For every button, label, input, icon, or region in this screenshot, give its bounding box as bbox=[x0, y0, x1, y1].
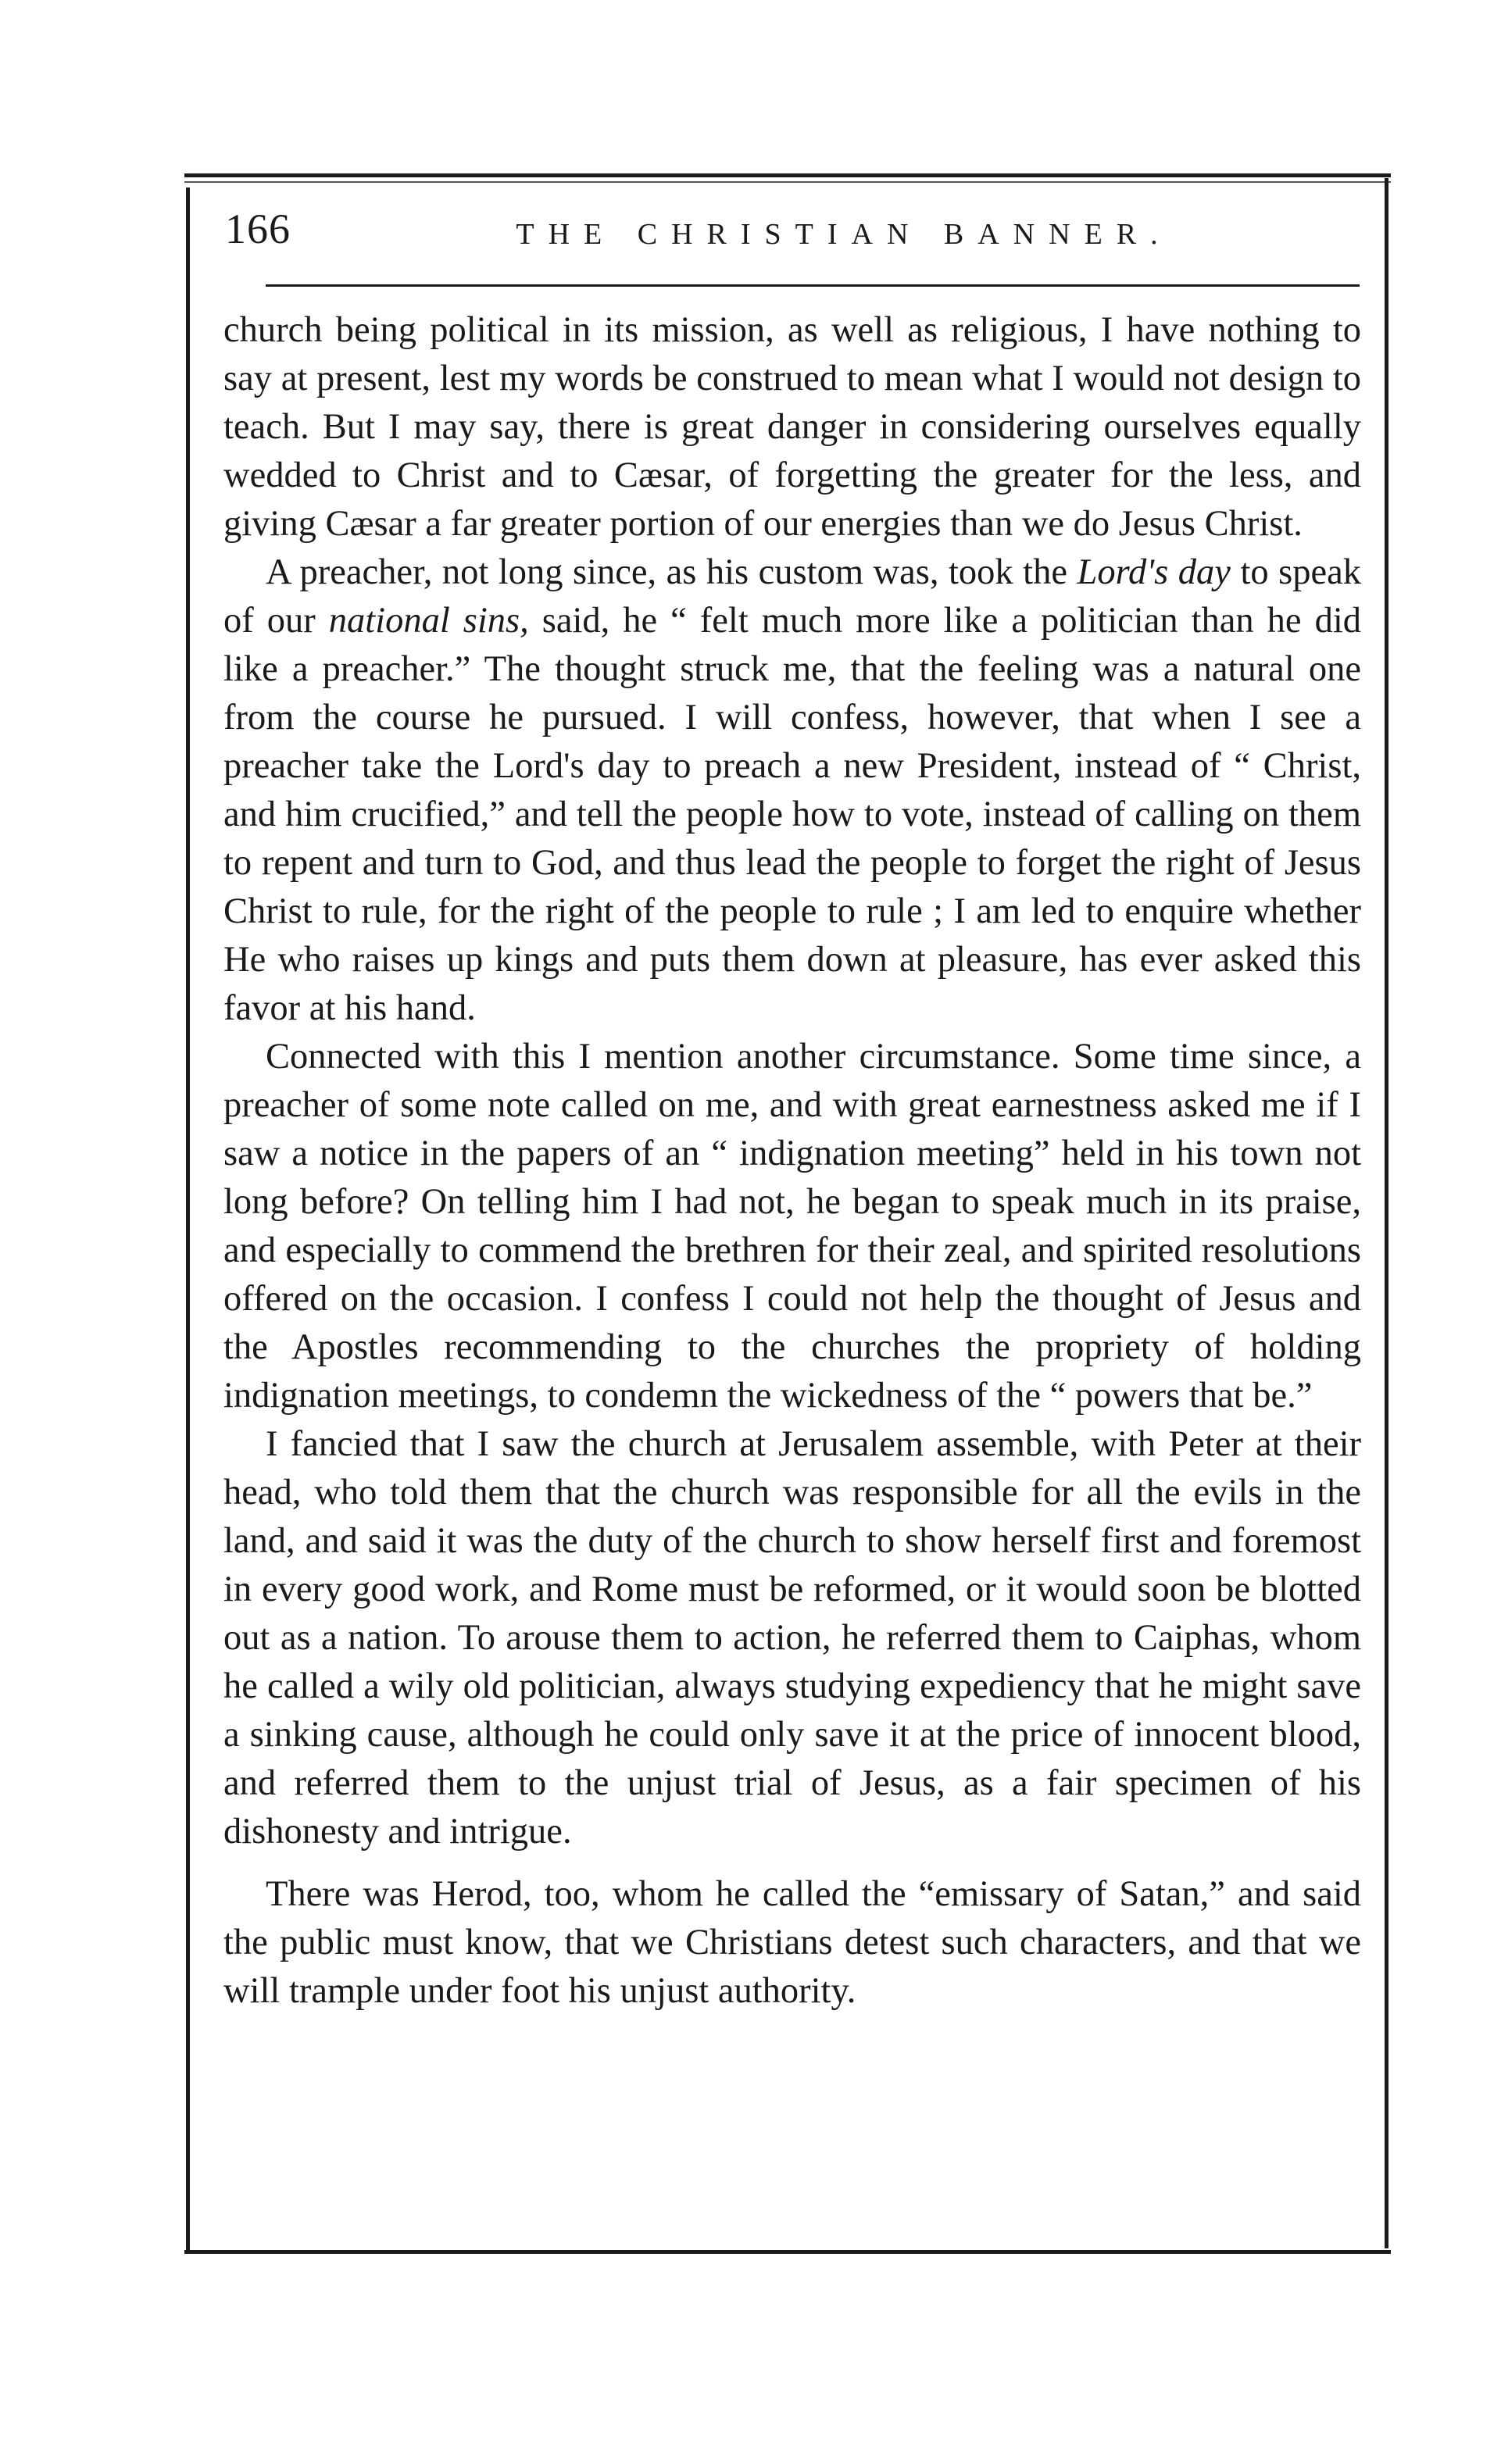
page-body bbox=[223, 306, 1361, 2016]
header-rule bbox=[266, 284, 1360, 287]
left-border-rule bbox=[186, 187, 190, 2250]
paragraph: I fancied that I saw the church at Jerusalem assemble, with Peter at their head, who told them that the church was responsible for all the evils in the land, and said it was the duty of the church to show herself first and foremost in every good work, and Rome must be reformed, or it would soon be blotted out as a nation. To arouse them to action, he referred them to Caiphas, whom he called a wily old politician, always studying expediency that he might save a sinking cause, although he could only save it at the price of innocent blood, and referred them to the unjust trial of Jesus, as a fair specimen of his dishonesty and intrigue. bbox=[223, 1424, 1361, 1852]
italic-text: national sins, bbox=[328, 601, 529, 641]
right-border-rule bbox=[1385, 178, 1388, 2248]
text-run: A preacher, not long since, as his custom was, took the bbox=[266, 552, 1078, 592]
top-border-rule bbox=[184, 173, 1391, 177]
text-run: to speak of our bbox=[223, 552, 1361, 641]
paragraph: Connected with this I mention another circumstance. Some time since, a preacher of some note called on me, and with great earnestness asked me if I saw a notice in the papers of an “ indignation meeting” held in his town not long before? On telling him I had not, he began to speak much in its praise, and especially to commend the brethren for their zeal, and spirited resolutions offered on the occasion. I confess I could not help the thought of Jesus and the Apostles recommending to the churches the propriety of holding indignation meetings, to condemn the wickedness of the “ powers that be.” bbox=[223, 1037, 1361, 1416]
top-border-rule-thin bbox=[184, 181, 1391, 183]
text-run: said, he “ felt much more like a politician than he did like a preacher.” The thought struck me, that the feeling was a natural one from the course he pursued. I will confess, however, that when I see a preacher take the Lord's day to preach a new President, instead of “ Christ, and him crucified,” and tell the people how to vote, instead of calling on them to repent and turn to God, and thus lead the people to forget the right of Jesus Christ to rule, for the right of the people to rule ; I am led to enquire whether He who raises up kings and puts them down at pleasure, has ever asked this favor at his hand. bbox=[223, 601, 1361, 1028]
paragraph: church being political in its mission, as well as religious, I have nothing to say at present, lest my words be construed to mean what I would not design to teach. But I may say, there is great danger in considering ourselves equally wedded to Christ and to Cæsar, of forgetting the greater for the less, and giving Cæsar a far greater portion of our energies than we do Jesus Christ. bbox=[223, 310, 1361, 544]
paragraph: There was Herod, too, whom he called the “emissary of Satan,” and said the public must know, that we Christians detest such characters, and that we will trample under foot his unjust authority. bbox=[223, 1874, 1361, 2011]
page-number: 166 bbox=[225, 205, 291, 252]
running-head: THE CHRISTIAN BANNER. bbox=[516, 218, 1172, 251]
bottom-border-rule bbox=[184, 2250, 1391, 2254]
paragraph bbox=[223, 548, 1361, 1033]
italic-text: Lord's day bbox=[1077, 552, 1231, 592]
